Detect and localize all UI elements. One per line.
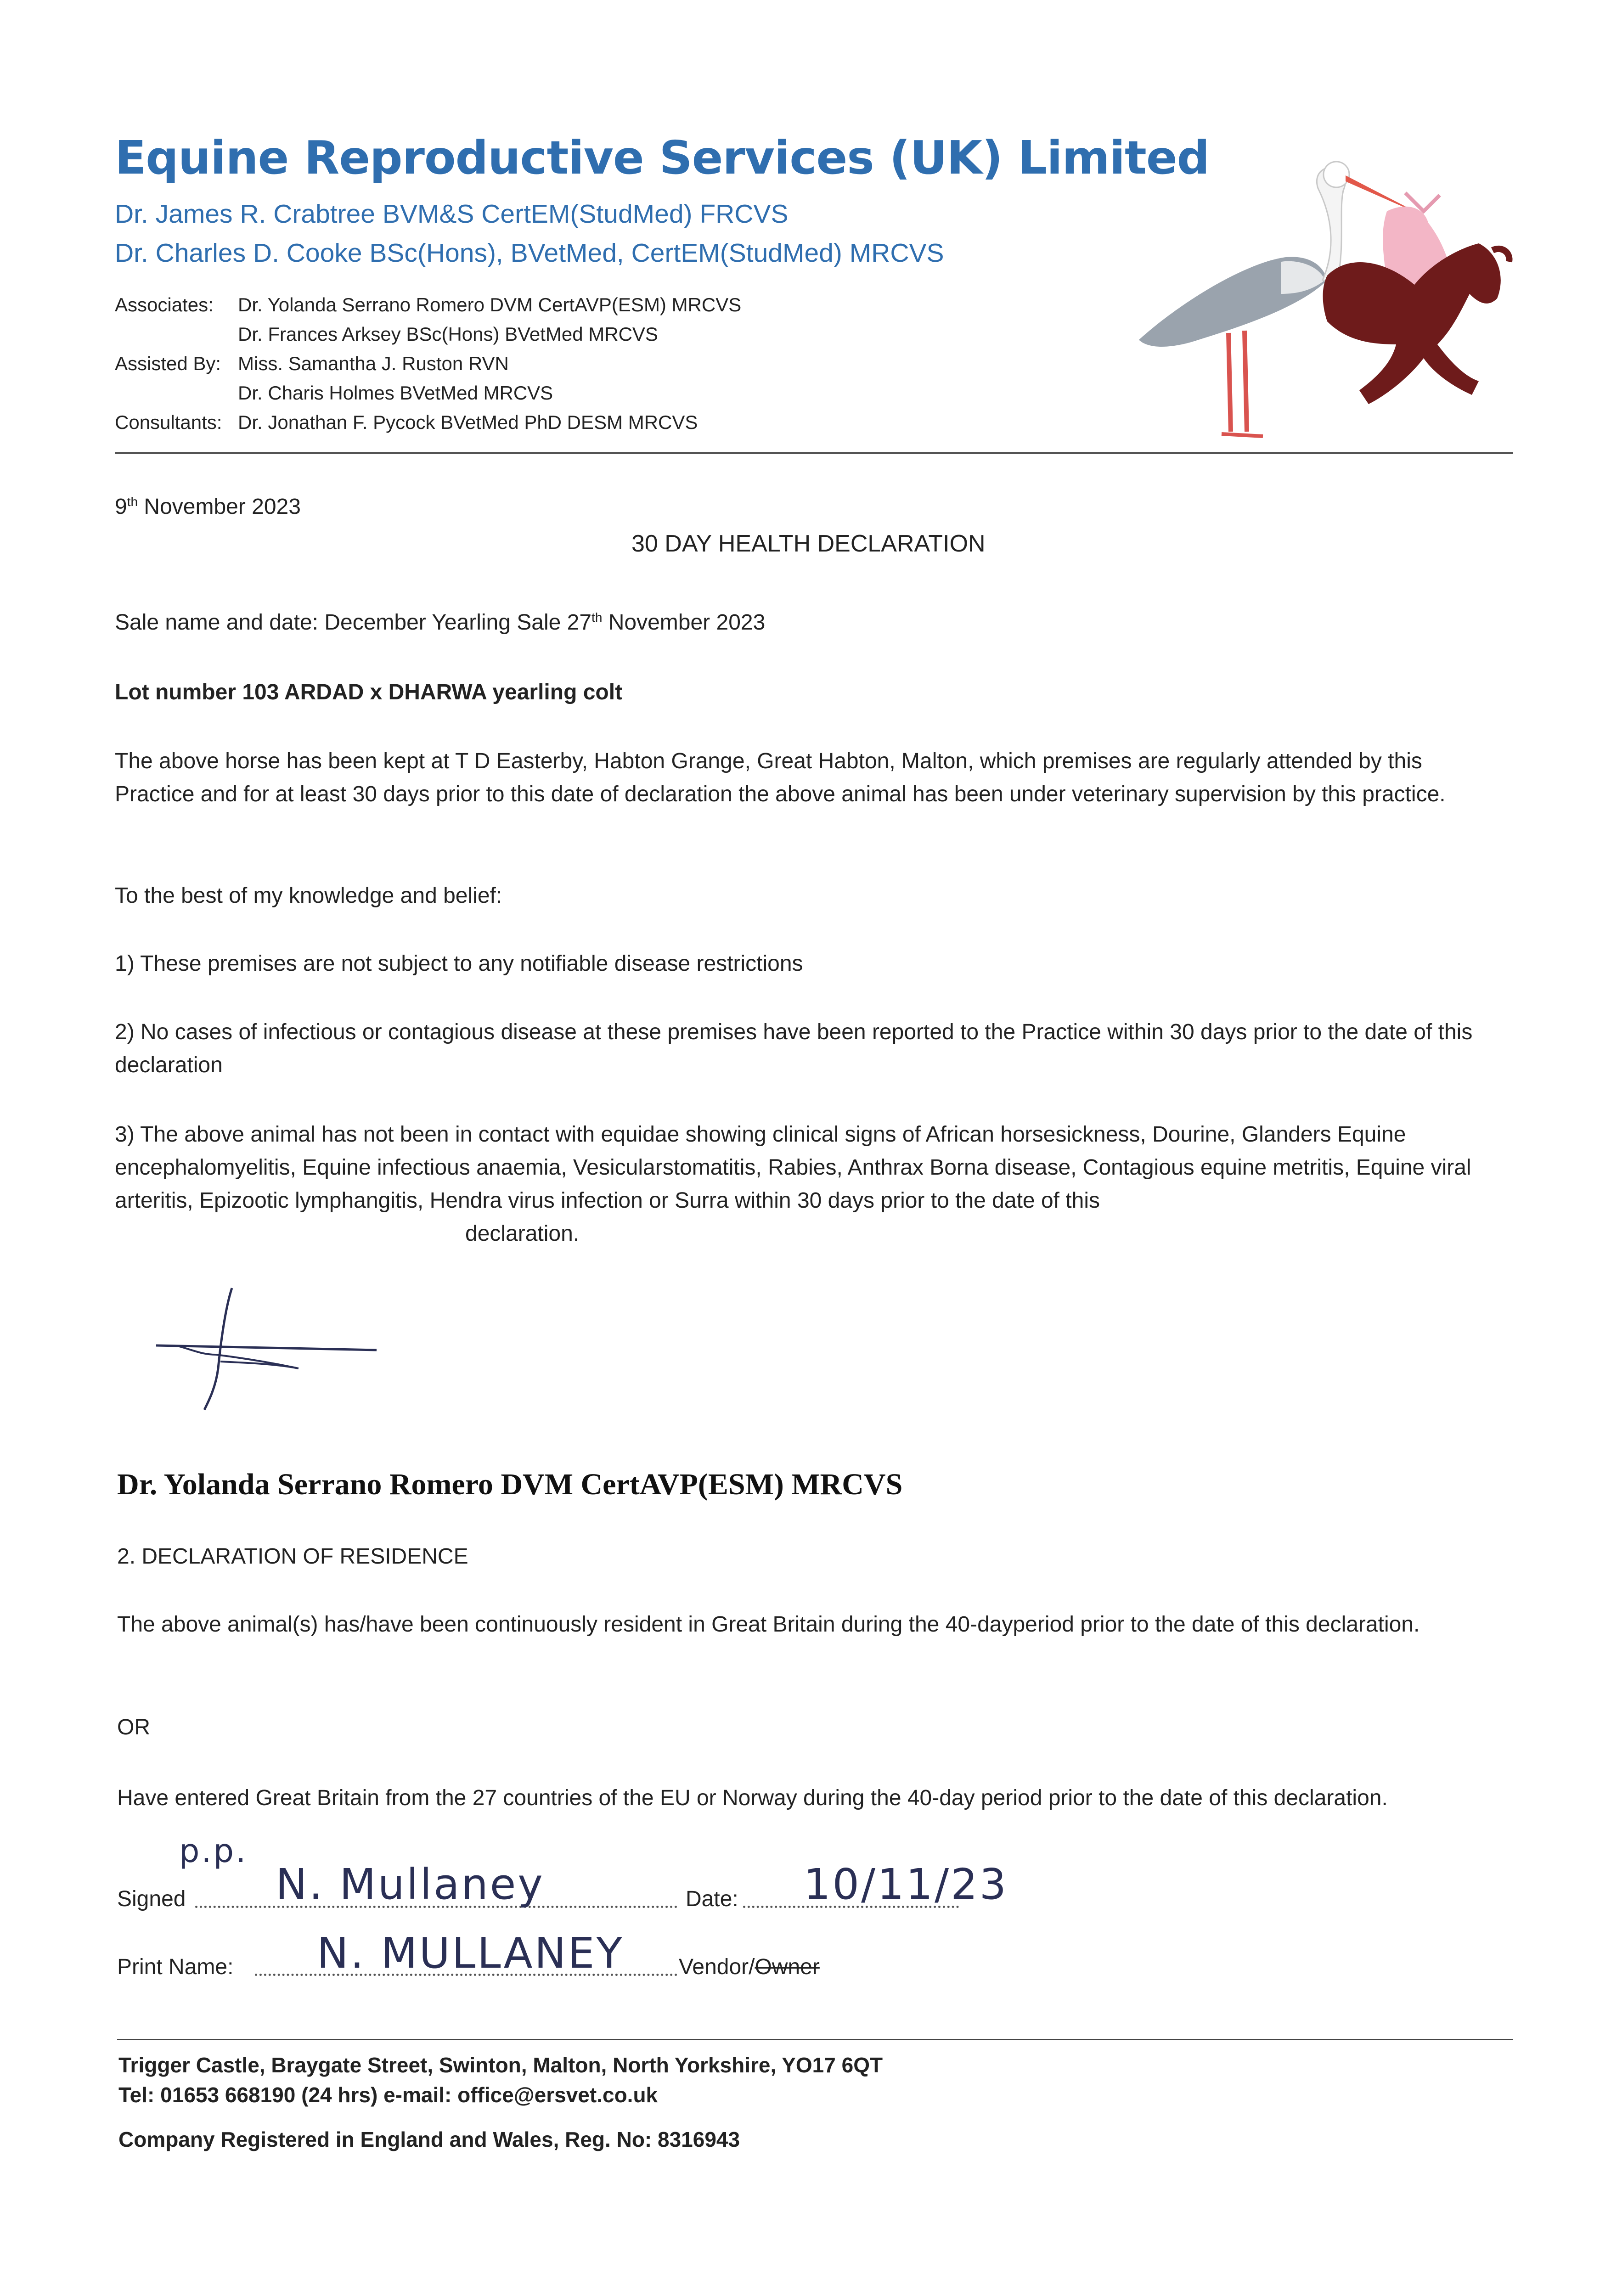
footer-registration: Company Registered in England and Wales, Reg. No: 8316943 [118, 2127, 740, 2151]
intro-paragraph: The above horse has been kept at T D Easterby, Habton Grange, Great Habton, Malton, which premises are regularly attended by this Practice and for at least 30 days prior to this date of declaration the above animal has been under veterinary supervision by this practice. [115, 749, 1446, 806]
staff-role: Assisted By: [115, 353, 221, 374]
residence-heading: 2. DECLARATION OF RESIDENCE [117, 1544, 468, 1569]
pp-note: p.p. [179, 1832, 248, 1870]
staff-list [115, 290, 741, 437]
staff-role: Associates: [115, 294, 214, 315]
staff-role [115, 320, 238, 349]
residence-or: OR [117, 1715, 150, 1739]
sale-line [115, 606, 765, 639]
letter-date-day: 9 [115, 495, 127, 519]
print-label: Print Name: [117, 1955, 234, 1979]
staff-row [115, 408, 741, 437]
residence-option-1: The above animal(s) has/have been continuously resident in Great Britain during the 40-dayperiod prior to the date of this declaration. [117, 1612, 1420, 1637]
point-1: 1) These premises are not subject to any notifiable disease restrictions [115, 951, 803, 976]
lot-number: Lot number 103 ARDAD x DHARWA yearling colt [115, 680, 623, 704]
sale-rest: November 2023 [602, 610, 766, 635]
date-value: 10/11/23 [804, 1860, 1008, 1909]
sale-prefix: Sale name and date: December Yearling Sale 27 [115, 610, 592, 635]
footer-divider [117, 2039, 1513, 2040]
vet-line-1: Dr. James R. Crabtree BVM&S CertEM(StudMed) FRCVS [115, 199, 789, 229]
residence-option-2: Have entered Great Britain from the 27 countries of the EU or Norway during the 40-day period prior to the date of this declaration. [117, 1786, 1388, 1810]
staff-row [115, 290, 741, 320]
stork-logo-icon [1130, 147, 1515, 445]
company-name: Equine Reproductive Services (UK) Limited [115, 131, 1210, 185]
staff-name: Miss. Samantha J. Ruston RVN [238, 353, 509, 374]
letter-date-rest: November 2023 [138, 495, 301, 519]
declaration-title: 30 DAY HEALTH DECLARATION [631, 530, 986, 557]
sale-suffix: th [591, 610, 603, 625]
staff-row [115, 378, 741, 408]
staff-name: Dr. Charis Holmes BVetMed MRCVS [238, 382, 553, 404]
vet-line-2: Dr. Charles D. Cooke BSc(Hons), BVetMed, CertEM(StudMed) MRCVS [115, 238, 944, 268]
letter-date [115, 490, 301, 523]
date-label: Date: [686, 1887, 738, 1911]
vendor-owner [679, 1951, 820, 1984]
staff-name: Dr. Frances Arksey BSc(Hons) BVetMed MRCVS [238, 323, 658, 345]
staff-row [115, 320, 741, 349]
staff-role: Consultants: [115, 411, 222, 433]
belief-line: To the best of my knowledge and belief: [115, 884, 502, 908]
point-3-end: declaration. [465, 1221, 580, 1246]
footer-contact: Tel: 01653 668190 (24 hrs) e-mail: office@ersvet.co.uk [118, 2083, 658, 2107]
staff-row [115, 349, 741, 378]
signed-value: N. Mullaney [276, 1860, 545, 1909]
print-value: N. MULLANEY [317, 1929, 624, 1978]
owner-label: Owner [755, 1955, 820, 1979]
letter-date-suffix: th [127, 495, 138, 509]
signed-label: Signed [117, 1887, 186, 1911]
point-3: 3) The above animal has not been in contact with equidae showing clinical signs of African horsesickness, Dourine, Glanders Equine encephalomyelitis, Equine infectious anaemia, Vesicularstomatitis, Rabies, Anthrax Borna disease, Contagious equine metritis, Equine viral arteritis, Epizootic lymphangitis, Hendra virus infection or Surra within 30 days prior to the date of this [115, 1122, 1471, 1213]
vet-signature [152, 1281, 390, 1414]
staff-name: Dr. Jonathan F. Pycock BVetMed PhD DESM MRCVS [238, 411, 698, 433]
vendor-label: Vendor/ [679, 1955, 755, 1979]
point-2: 2) No cases of infectious or contagious disease at these premises have been reported to the Practice within 30 days prior to the date of this declaration [115, 1020, 1473, 1077]
vet-name: Dr. Yolanda Serrano Romero DVM CertAVP(ESM) MRCVS [117, 1468, 903, 1501]
header-divider [115, 452, 1513, 454]
staff-role [115, 378, 238, 408]
footer-address: Trigger Castle, Braygate Street, Swinton, Malton, North Yorkshire, YO17 6QT [118, 2053, 883, 2077]
staff-name: Dr. Yolanda Serrano Romero DVM CertAVP(ESM) MRCVS [238, 294, 742, 315]
